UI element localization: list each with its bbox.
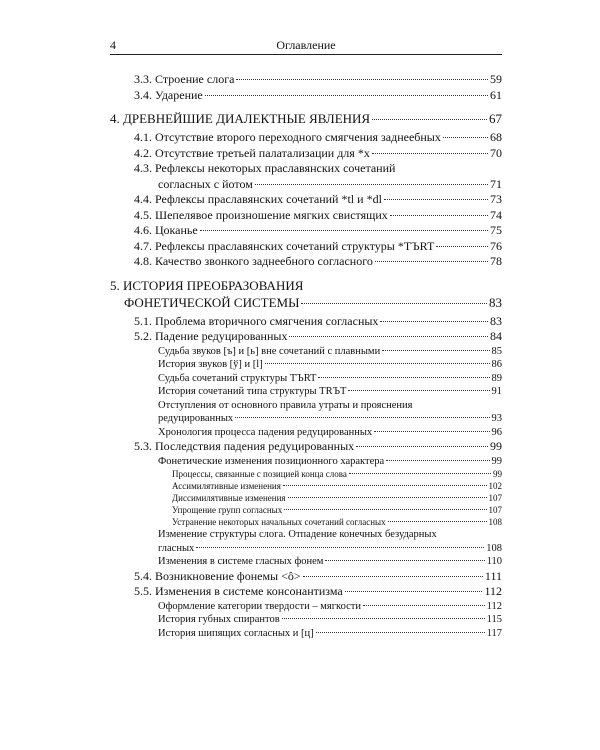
- toc-page-number: 108: [486, 542, 502, 554]
- dot-leader: [386, 460, 489, 461]
- dot-leader: [325, 560, 484, 561]
- toc-page-number: 89: [491, 372, 502, 384]
- toc-page-number: 73: [490, 192, 502, 206]
- dot-leader: [390, 215, 488, 216]
- dot-leader: [356, 446, 488, 447]
- toc-page-number: 61: [490, 87, 502, 102]
- dot-leader: [200, 230, 488, 231]
- toc-page-number: 112: [484, 584, 502, 598]
- toc-entry[interactable]: [110, 492, 502, 504]
- toc-entry-title: 4.1. Отсутствие второго переходного смягчения заднеебных: [134, 130, 441, 144]
- toc-entry[interactable]: [110, 468, 502, 480]
- toc-entry[interactable]: [110, 223, 502, 239]
- toc-page-number: 107: [488, 505, 502, 515]
- toc-page-number: 107: [488, 493, 502, 503]
- toc-page-number: 99: [491, 455, 502, 467]
- dot-leader: [382, 350, 489, 351]
- toc-entry-title: 3.4. Ударение: [134, 87, 203, 102]
- toc-page-number: 85: [491, 345, 502, 357]
- toc-entry-title: Устранение некоторых начальных сочетаний согласных: [172, 517, 386, 527]
- toc-entry[interactable]: [110, 385, 502, 399]
- dot-leader: [443, 137, 488, 138]
- dot-leader: [284, 509, 486, 510]
- toc-page-number: 59: [490, 72, 502, 86]
- toc-entry-title: История сочетаний типа структуры TRЪT: [158, 386, 347, 397]
- toc-entry-title: гласных: [158, 542, 195, 554]
- toc-entry-title: 4.7. Рефлексы праславянских сочетаний структуры *TЪRT: [134, 238, 435, 253]
- toc-entry-title: 5.3. Последствия падения редуцированных: [134, 439, 355, 453]
- toc-page-number: 110: [486, 556, 502, 567]
- toc-entry[interactable]: [110, 569, 502, 585]
- toc-entry[interactable]: [110, 110, 502, 127]
- toc-entry[interactable]: [110, 584, 502, 600]
- toc-entry-title: 4.4. Рефлексы праславянских сочетаний *tl и *dl: [134, 192, 382, 206]
- toc-page-number: 111: [484, 568, 502, 583]
- toc-entry[interactable]: [110, 399, 502, 426]
- toc-page-number: 117: [486, 627, 502, 639]
- toc-page-number: 99: [490, 439, 502, 453]
- toc-page-number: 108: [488, 517, 502, 527]
- dot-leader: [380, 321, 488, 322]
- toc-entry-title: ФОНЕТИЧЕСКОЙ СИСТЕМЫ: [124, 294, 300, 310]
- toc-page-number: 99: [493, 469, 502, 479]
- dot-leader: [265, 363, 490, 364]
- dot-leader: [349, 473, 491, 474]
- toc-entry[interactable]: [110, 314, 502, 330]
- toc-entry-title: 4.5. Шепелявое произношение мягких свистящих: [134, 207, 388, 222]
- dot-leader: [288, 497, 487, 498]
- dot-leader: [301, 303, 487, 304]
- dot-leader: [388, 521, 487, 522]
- toc-entry-title: История губных спирантов: [158, 614, 280, 625]
- toc-entry[interactable]: [110, 254, 502, 270]
- dot-leader: [282, 618, 485, 619]
- toc-entry[interactable]: [110, 455, 502, 469]
- toc-entry-title: 3.3. Строение слога: [134, 72, 235, 86]
- toc-entry-title: Изменения в системе гласных фонем: [158, 556, 324, 567]
- dot-leader: [348, 390, 489, 391]
- dot-leader: [236, 79, 488, 80]
- toc-entry-title: Ассимилятивные изменения: [172, 481, 281, 491]
- toc-entry[interactable]: [110, 372, 502, 386]
- dot-leader: [316, 632, 485, 633]
- toc-page-number: 115: [486, 614, 502, 625]
- toc-entry-title: История звуков [ў] и [ӏ]: [158, 359, 263, 370]
- toc-page-number: 83: [490, 313, 502, 328]
- toc-entry-title: редуцированных: [158, 413, 234, 424]
- toc-page-number: 91: [491, 386, 502, 397]
- table-of-contents: [110, 72, 502, 640]
- toc-entry[interactable]: [110, 239, 502, 255]
- toc-entry-title: Фонетические изменения позиционного характера: [158, 455, 385, 467]
- toc-page-number: 67: [489, 111, 502, 126]
- toc-entry-line: 5. ИСТОРИЯ ПРЕОБРАЗОВАНИЯ: [110, 277, 304, 293]
- toc-page-number: 74: [490, 207, 502, 222]
- header-title: Оглавление: [276, 38, 336, 52]
- dot-leader: [375, 261, 488, 262]
- toc-entry-title: 5.4. Возникновение фонемы <ô>: [134, 568, 301, 583]
- toc-entry-title: Диссимилятивные изменения: [172, 493, 286, 503]
- toc-entry-line: Изменение структуры слога. Отпадение конечных безударных: [158, 529, 437, 540]
- toc-entry-title: Судьба звуков [ъ] и [ь] вне сочетаний с плавными: [158, 345, 381, 357]
- toc-entry-line: 4.3. Рефлексы некоторых праславянских сочетаний: [134, 161, 396, 175]
- toc-page-number: 84: [490, 329, 502, 343]
- toc-entry-title: 5.2. Падение редуцированных: [134, 329, 288, 343]
- toc-entry[interactable]: [110, 358, 502, 372]
- toc-entry[interactable]: [110, 329, 502, 345]
- toc-entry-title: Процессы, связанные с позицией конца слова: [172, 469, 347, 479]
- toc-entry[interactable]: [110, 345, 502, 359]
- toc-entry-title: 5.5. Изменения в системе консонантизма: [134, 584, 343, 598]
- toc-entry-title: История шипящих согласных и [ц]: [158, 627, 314, 639]
- toc-page-number: 112: [486, 600, 502, 612]
- toc-page-number: 78: [490, 254, 502, 268]
- dot-leader: [205, 95, 488, 96]
- dot-leader: [372, 153, 488, 154]
- dot-leader: [372, 119, 487, 120]
- toc-page-number: 76: [490, 238, 502, 253]
- dot-leader: [303, 576, 483, 577]
- dot-leader: [363, 605, 485, 606]
- toc-entry[interactable]: [110, 161, 502, 192]
- toc-page-number: 70: [490, 145, 502, 160]
- toc-page-number: 71: [490, 176, 502, 191]
- toc-entry[interactable]: [110, 504, 502, 516]
- dot-leader: [255, 184, 488, 185]
- dot-leader: [345, 591, 483, 592]
- dot-leader: [384, 199, 488, 200]
- toc-entry[interactable]: [110, 72, 502, 88]
- toc-entry-title: согласных с йотом: [158, 176, 253, 191]
- dot-leader: [289, 336, 488, 337]
- page-number: 4: [110, 38, 116, 52]
- dot-leader: [318, 377, 489, 378]
- toc-entry[interactable]: [110, 88, 502, 104]
- toc-page-number: 93: [491, 413, 502, 424]
- toc-page-number: 86: [491, 359, 502, 370]
- toc-entry[interactable]: [110, 516, 502, 528]
- toc-entry[interactable]: [110, 613, 502, 627]
- toc-entry-title: 4.6. Цоканье: [134, 223, 198, 237]
- toc-page-number: 83: [489, 294, 502, 310]
- toc-entry[interactable]: [110, 627, 502, 641]
- toc-entry[interactable]: [110, 130, 502, 146]
- dot-leader: [283, 485, 487, 486]
- running-header: [110, 38, 502, 55]
- toc-page-number: 75: [490, 223, 502, 237]
- dot-leader: [374, 431, 489, 432]
- toc-entry[interactable]: [110, 600, 502, 614]
- toc-entry[interactable]: [110, 277, 502, 311]
- toc-entry-title: 4.8. Качество звонкого заднеебного согласного: [134, 254, 373, 268]
- dot-leader: [196, 547, 484, 548]
- dot-leader: [235, 417, 489, 418]
- toc-entry-line: Отступления от основного правила утраты и прояснения: [158, 399, 413, 411]
- toc-entry[interactable]: [110, 426, 502, 440]
- toc-entry-title: Оформление категории твердости – мягкости: [158, 600, 361, 612]
- toc-entry[interactable]: [110, 528, 502, 555]
- toc-entry-title: Судьба сочетаний структуры TЪRT: [158, 372, 317, 384]
- toc-entry-title: 4. ДРЕВНЕЙШИЕ ДИАЛЕКТНЫЕ ЯВЛЕНИЯ: [110, 111, 371, 126]
- toc-entry-title: 4.2. Отсутствие третьей палатализации для *x: [134, 145, 370, 160]
- toc-entry-title: Упрощение групп согласных: [172, 505, 283, 515]
- toc-entry[interactable]: [110, 146, 502, 162]
- toc-entry[interactable]: [110, 439, 502, 455]
- toc-entry-title: 5.1. Проблема вторичного смягчения согласных: [134, 313, 379, 328]
- toc-page-number: 68: [490, 130, 502, 144]
- toc-entry[interactable]: [110, 480, 502, 492]
- toc-entry-title: Хронология процесса падения редуцированных: [158, 426, 373, 438]
- toc-entry[interactable]: [110, 208, 502, 224]
- toc-page-number: 96: [491, 426, 502, 438]
- toc-entry[interactable]: [110, 192, 502, 208]
- dot-leader: [436, 246, 488, 247]
- toc-page-number: 102: [488, 481, 502, 491]
- toc-entry[interactable]: [110, 555, 502, 569]
